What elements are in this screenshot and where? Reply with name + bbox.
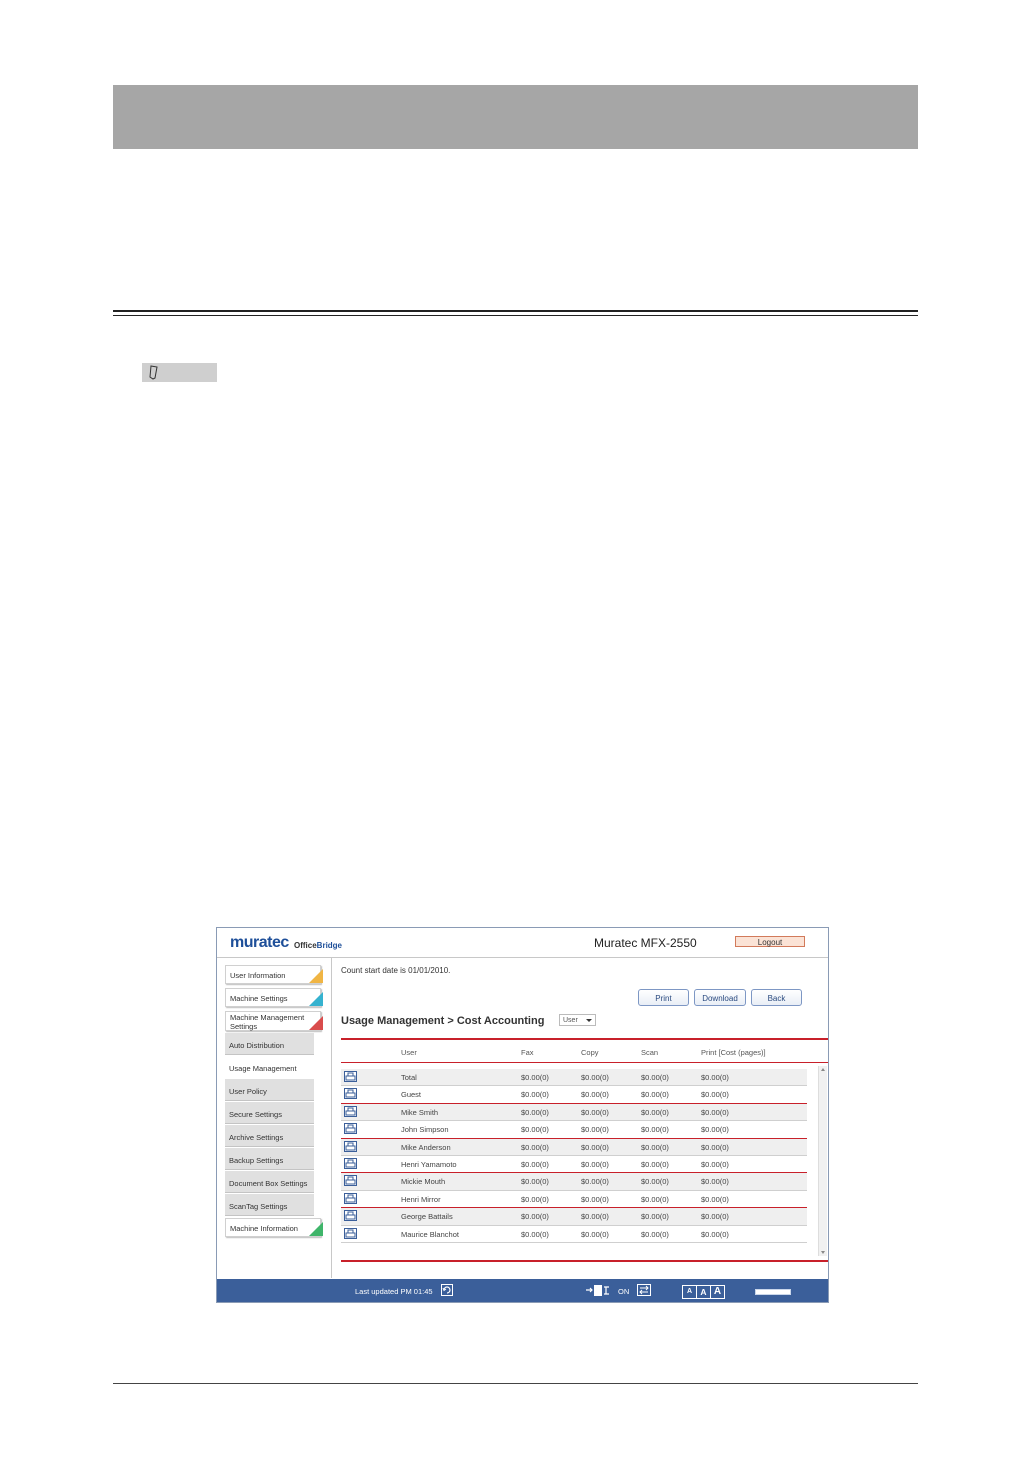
chapter-header-bar [113, 85, 918, 149]
table-row[interactable]: John Simpson $0.00(0) $0.00(0) $0.00(0) $0.00(0) [341, 1121, 807, 1138]
note-tag [142, 363, 217, 382]
network-icon [585, 1284, 611, 1297]
column-header-scan: Scan [641, 1048, 659, 1057]
print-button[interactable]: Print [638, 989, 689, 1006]
printer-icon[interactable] [344, 1106, 357, 1117]
refresh-icon[interactable] [441, 1284, 453, 1296]
section-rule-thin [113, 315, 918, 316]
column-header-user: User [401, 1048, 417, 1057]
pencil-icon [147, 364, 161, 380]
table-row[interactable]: George Battails $0.00(0) $0.00(0) $0.00(0) $0.00(0) [341, 1208, 807, 1225]
back-button[interactable]: Back [751, 989, 802, 1006]
scroll-up-icon[interactable] [821, 1068, 825, 1071]
table-header-rule [341, 1062, 828, 1063]
table-scrollbar[interactable] [818, 1066, 827, 1256]
printer-icon[interactable] [344, 1175, 357, 1186]
view-select[interactable]: User [559, 1014, 596, 1026]
connection-status: ON [618, 1287, 630, 1296]
printer-icon[interactable] [344, 1071, 357, 1082]
table-row[interactable]: Henri Yamamoto $0.00(0) $0.00(0) $0.00(0) $0.00(0) [341, 1156, 807, 1173]
table-row[interactable]: Mike Anderson $0.00(0) $0.00(0) $0.00(0) $0.00(0) [341, 1139, 807, 1156]
corner-tab-icon [309, 992, 323, 1006]
sidebar-item-archive-settings[interactable]: Archive Settings [225, 1125, 314, 1147]
corner-tab-icon [309, 969, 323, 983]
font-size-switcher [682, 1285, 725, 1299]
product-name: OfficeBridge [294, 941, 343, 950]
last-updated: Last updated PM 01:45 [355, 1287, 433, 1296]
printer-icon[interactable] [344, 1210, 357, 1221]
printer-icon[interactable] [344, 1228, 357, 1239]
sidebar-item-auto-distribution[interactable]: Auto Distribution [225, 1033, 314, 1055]
sidebar-item-scantag-settings[interactable]: ScanTag Settings [225, 1194, 314, 1216]
printer-icon[interactable] [344, 1193, 357, 1204]
swap-icon[interactable] [637, 1284, 651, 1296]
sidebar-item-secure-settings[interactable]: Secure Settings [225, 1102, 314, 1124]
footer-rule [113, 1383, 918, 1384]
column-header-print: Print [Cost (pages)] [701, 1048, 766, 1057]
table-row[interactable]: Maurice Blanchot $0.00(0) $0.00(0) $0.00(0) $0.00(0) [341, 1226, 807, 1243]
table-header [341, 1046, 828, 1061]
column-header-fax: Fax [521, 1048, 534, 1057]
sidebar-item-machine-management-settings[interactable]: Machine Management Settings [225, 1011, 321, 1031]
scroll-down-icon[interactable] [821, 1251, 825, 1254]
table-top-rule [341, 1038, 828, 1040]
section-rule [113, 310, 918, 312]
table-row[interactable]: Mike Smith $0.00(0) $0.00(0) $0.00(0) $0.00(0) [341, 1104, 807, 1121]
sidebar-item-usage-management[interactable]: Usage Management [225, 1056, 314, 1078]
corner-tab-icon [309, 1016, 323, 1030]
logout-button[interactable]: Logout [735, 936, 805, 947]
sidebar-item-user-information[interactable]: User Information [225, 965, 321, 984]
count-start-date: Count start date is 01/01/2010. [341, 966, 451, 975]
sidebar [217, 958, 332, 1278]
table-row[interactable]: Mickie Mouth $0.00(0) $0.00(0) $0.00(0) $0.00(0) [341, 1173, 807, 1190]
font-size-small-button[interactable]: A [683, 1286, 697, 1298]
printer-icon[interactable] [344, 1141, 357, 1152]
printer-icon[interactable] [344, 1158, 357, 1169]
muratec-logo: muratec [230, 934, 289, 951]
table-row[interactable]: Guest $0.00(0) $0.00(0) $0.00(0) $0.00(0) [341, 1086, 807, 1103]
printer-icon[interactable] [344, 1088, 357, 1099]
chevron-down-icon [586, 1019, 592, 1022]
embedded-screenshot [216, 927, 829, 1303]
sidebar-item-backup-settings[interactable]: Backup Settings [225, 1148, 314, 1170]
model-name: Muratec MFX-2550 [594, 936, 697, 950]
zoom-slider[interactable] [755, 1289, 791, 1295]
sidebar-item-machine-information[interactable]: Machine Information [225, 1218, 321, 1237]
font-size-large-button[interactable]: A [713, 1286, 722, 1297]
status-bar [217, 1279, 828, 1302]
table-bottom-rule [341, 1260, 828, 1262]
app-header [217, 928, 828, 958]
font-size-medium-button[interactable]: A [697, 1286, 711, 1298]
table-row[interactable]: Total $0.00(0) $0.00(0) $0.00(0) $0.00(0) [341, 1069, 807, 1086]
column-header-copy: Copy [581, 1048, 599, 1057]
download-button[interactable]: Download [694, 989, 746, 1006]
table-row[interactable]: Henri Mirror $0.00(0) $0.00(0) $0.00(0) $0.00(0) [341, 1191, 807, 1208]
corner-tab-icon [309, 1222, 323, 1236]
sidebar-item-user-policy[interactable]: User Policy [225, 1079, 314, 1101]
page-title: Usage Management > Cost Accounting [341, 1015, 545, 1027]
table-body [341, 1069, 807, 1243]
printer-icon[interactable] [344, 1123, 357, 1134]
sidebar-item-document-box-settings[interactable]: Document Box Settings [225, 1171, 314, 1193]
sidebar-item-machine-settings[interactable]: Machine Settings [225, 988, 321, 1007]
